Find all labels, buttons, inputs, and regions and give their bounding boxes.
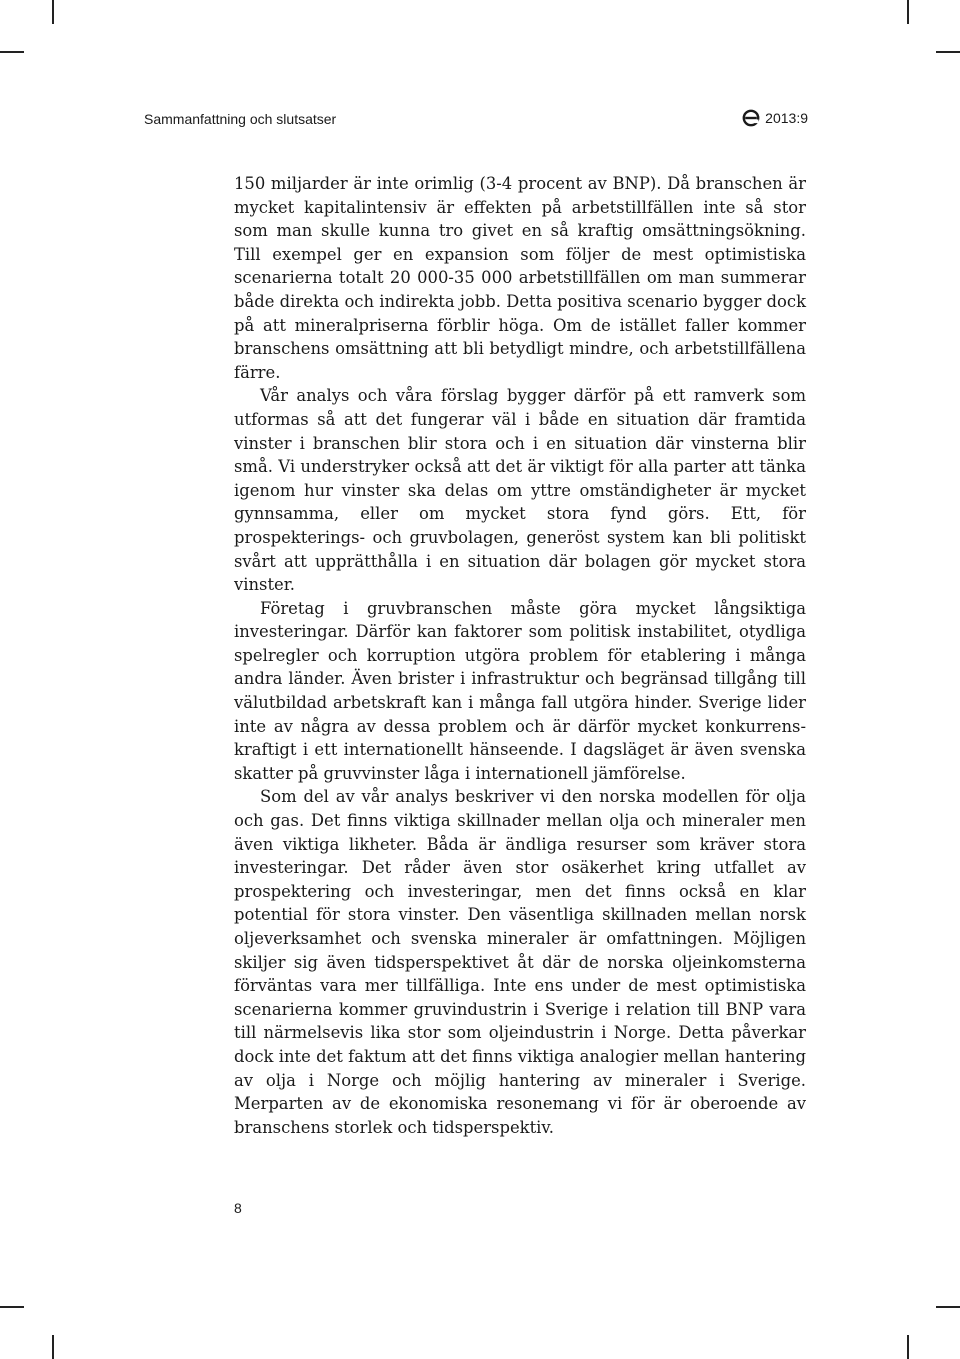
- section-title: Sammanfattning och slutsatser: [144, 111, 337, 127]
- paragraph: Som del av vår analys beskriver vi den norska modellen för olja och gas. Det finns viktiga skillnader mellan olja och mineraler men även viktiga likheter. Båda är ändliga resurser som kräver stora investeringar. Det råder även stor osäkerhet kring utfallet av prospektering och investeringar, men det finns också en klar potential för stora vinster. Den väsentliga skillnaden mellan norsk oljeverksamhet och svenska mineraler är omfattningen. Möjligen skiljer sig även tidsperspektivet åt där de norska oljeinkomsterna förväntas vara mer tillfälliga. Inte ens under de mest optimistiska scenarierna kommer gruvindustrin i Sverige i relation till BNP vara till närmelsevis lika stor som oljeindustrin i Norge. Detta påverkar dock inte det faktum att det finns viktiga analogier mellan hantering av olja i Norge och möjlig hantering av mineraler i Sverige. Merparten av de ekonomiska resonemang vi för är oberoende av branschens storlek och tidsperspektiv.: [234, 787, 806, 1137]
- report-id: [742, 109, 808, 127]
- crop-mark-top-left-horizontal: [0, 51, 24, 53]
- crop-mark-bottom-right-vertical: [907, 1335, 909, 1359]
- e-logo-icon: [742, 109, 760, 127]
- report-number: 2013:9: [765, 110, 808, 126]
- crop-mark-top-right-horizontal: [936, 51, 960, 53]
- body-text: [234, 172, 806, 1139]
- paragraph: Företag i gruvbranschen måste göra mycket långsiktiga investeringar. Därför kan faktorer som politisk instabilitet, otydliga spelregler och korruption utgöra problem för etablering i många andra länder. Även brister i infrastruktur och begränsad tillgång till välutbildad arbetskraft kan i många fall utgöra hinder. Sverige lider inte av några av dessa problem och är därför mycket konkurrenskraftigt i ett internationellt hänseende. I dagsläget är även svenska skatter på gruvvinster låga i internationell jämförelse.: [234, 598, 806, 783]
- crop-mark-bottom-left-vertical: [52, 1335, 54, 1359]
- crop-mark-bottom-right-horizontal: [936, 1306, 960, 1308]
- paragraph: Vår analys och våra förslag bygger därför på ett ramverk som utformas så att det fungerar väl i både en situation där framtida vinster i branschen blir stora och i en situation där vinsterna blir små. Vi understryker också att det är viktigt för alla parter att tänka igenom hur vinster ska delas om yttre omständigheter är mycket gynnsamma, eller om mycket stora fynd görs. Ett, för prospekterings- och gruvbolagen, generöst system kan bli politiskt svårt att upprätthålla i en situation där bolagen gör mycket stora vinster.: [234, 386, 806, 595]
- paragraph: 150 miljarder är inte orimlig (3-4 procent av BNP). Då branschen är mycket kapitalintensiv är effekten på arbetstillfällen inte så stor som man skulle kunna tro givet en så kraftig omsättningsökning. Till exempel ger en expansion som följer de mest optimistiska scenarierna totalt 20 000-35 000 arbetstillfällen om man summerar både direkta och indirekta jobb. Detta positiva scenario bygger dock på att mineralpriserna förblir höga. Om de istället faller kommer branschens omsättning att bli betydligt mindre, och arbetstillfällena färre.: [234, 174, 806, 382]
- page-number: 8: [234, 1200, 242, 1216]
- crop-mark-bottom-left-horizontal: [0, 1306, 24, 1308]
- crop-mark-top-right-vertical: [907, 0, 909, 24]
- crop-mark-top-left-vertical: [52, 0, 54, 24]
